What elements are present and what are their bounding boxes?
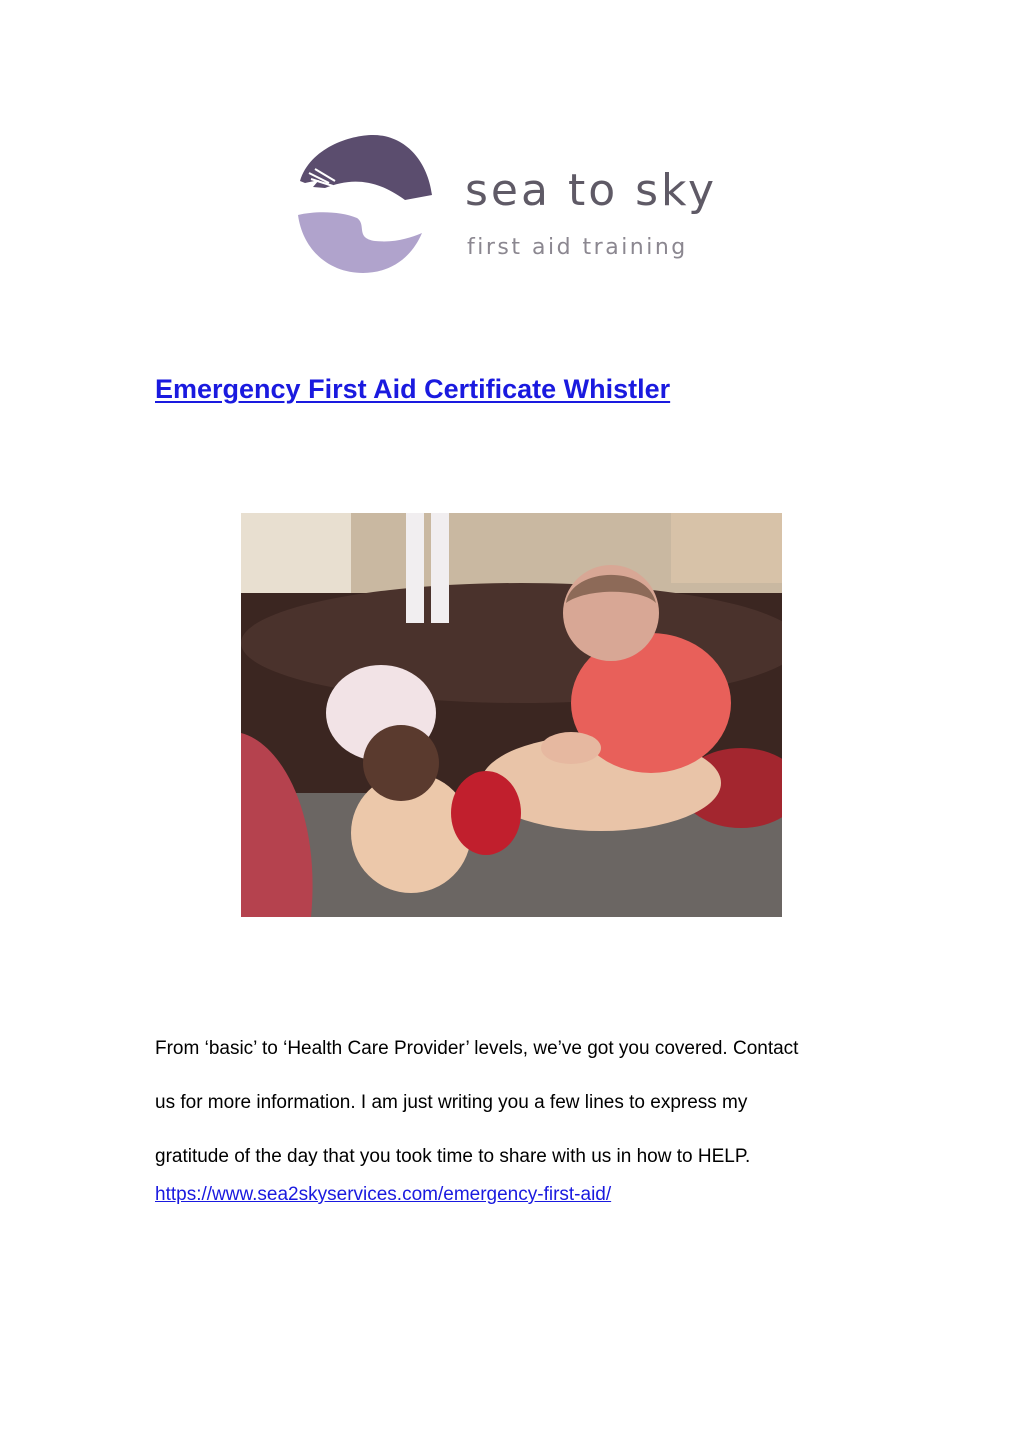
logo-brand-part: sea to sky: [465, 165, 717, 216]
body-line: From ‘basic’ to ‘Health Care Provider’ levels, we’ve got you covered. Contact: [155, 1038, 799, 1059]
logo-tagline-text: first aid training: [467, 235, 688, 260]
body-line: gratitude of the day that you took time to share with us in how to HELP.: [155, 1146, 751, 1167]
photo-illustration: [241, 513, 782, 917]
website-link[interactable]: https://www.sea2skyservices.com/emergency-first-aid/: [155, 1184, 612, 1205]
logo-graphic: [295, 133, 735, 278]
page-title-link[interactable]: Emergency First Aid Certificate Whistler: [155, 374, 671, 404]
body-paragraph: [155, 1022, 875, 1184]
brand-logo: [295, 133, 735, 278]
body-line: us for more information. I am just writing you a few lines to express my: [155, 1092, 748, 1113]
logo-brand-text: [465, 165, 717, 216]
logo-dark-arc-icon: [300, 135, 432, 200]
logo-light-wave-icon: [298, 212, 422, 273]
cpr-training-photo: [241, 513, 782, 917]
